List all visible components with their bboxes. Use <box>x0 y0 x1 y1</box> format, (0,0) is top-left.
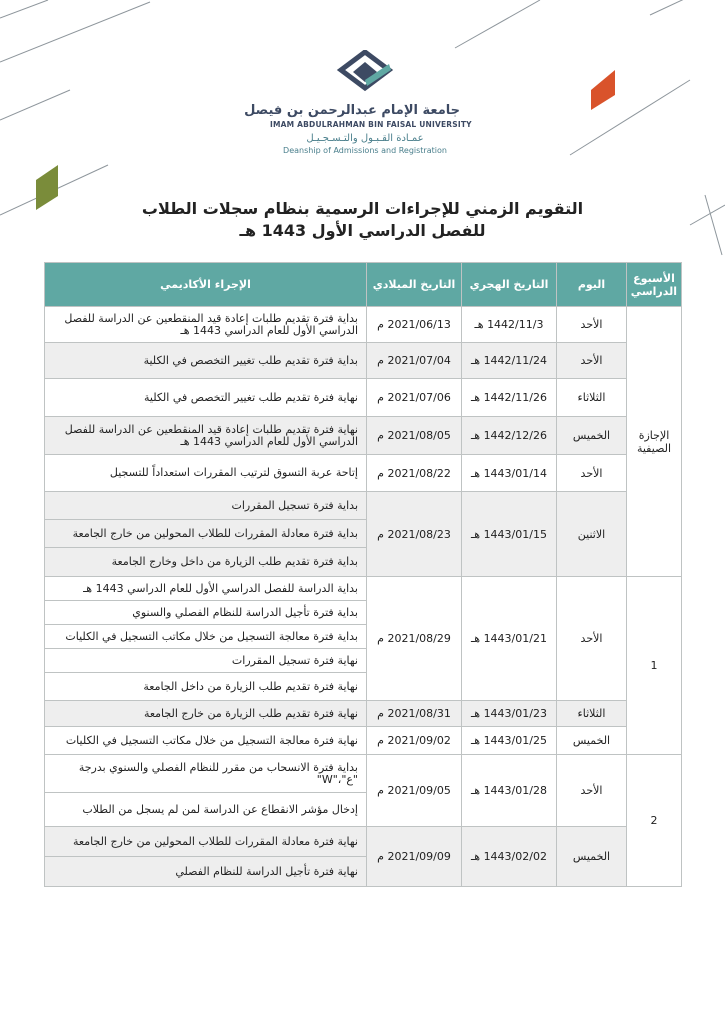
deanship-name-en: Deanship of Admissions and Registration <box>283 146 447 155</box>
university-logo-icon <box>335 50 395 95</box>
orange-accent-shape <box>591 70 615 110</box>
action-cell: بداية فترة تقديم طلب الزيارة من داخل وخارج الجامعة <box>45 548 367 577</box>
header-day: اليوم <box>557 263 627 307</box>
action-cell: نهاية فترة تقديم طلب الزيارة من خارج الجامعة <box>45 701 367 727</box>
university-name-ar: جامعة الإمام عبدالرحمن بن فيصل <box>244 103 460 118</box>
table-row <box>45 827 682 857</box>
table-row <box>45 701 682 727</box>
hijri-cell: 1442/11/24 هـ <box>462 343 557 379</box>
header-gregorian: التاريخ الميلادي <box>367 263 462 307</box>
gregorian-cell: 2021/08/31 م <box>367 701 462 727</box>
week-cell: 1 <box>627 577 682 755</box>
hijri-cell: 1443/01/28 هـ <box>462 755 557 827</box>
action-cell: نهاية فترة تقديم طلب تغيير التخصص في الكلية <box>45 379 367 417</box>
action-cell: بداية فترة معالجة التسجيل من خلال مكاتب التسجيل في الكليات <box>45 625 367 649</box>
day-cell: الخميس <box>557 727 627 755</box>
action-cell: إدخال مؤشر الانقطاع عن الدراسة لمن لم يسجل من الطلاب <box>45 793 367 827</box>
day-cell: الأحد <box>557 343 627 379</box>
day-cell: الأحد <box>557 307 627 343</box>
table-header-row <box>45 263 682 307</box>
hijri-cell: 1443/01/14 هـ <box>462 455 557 492</box>
hijri-cell: 1443/01/23 هـ <box>462 701 557 727</box>
table-row <box>45 379 682 417</box>
header-week: الأسبوع الدراسي <box>627 263 682 307</box>
table-row <box>45 727 682 755</box>
week-cell: الإجازة الصيفية <box>627 307 682 577</box>
action-cell: نهاية فترة معالجة التسجيل من خلال مكاتب التسجيل في الكليات <box>45 727 367 755</box>
hijri-cell: 1442/12/26 هـ <box>462 417 557 455</box>
hijri-cell: 1443/01/15 هـ <box>462 492 557 577</box>
action-cell: نهاية فترة معادلة المقررات للطلاب المحولين من خارج الجامعة <box>45 827 367 857</box>
table-row <box>45 417 682 455</box>
day-cell: الاثنين <box>557 492 627 577</box>
university-name-en: IMAM ABDULRAHMAN BIN FAISAL UNIVERSITY <box>270 120 472 129</box>
gregorian-cell: 2021/08/23 م <box>367 492 462 577</box>
action-cell: بداية فترة تأجيل الدراسة للنظام الفصلي والسنوي <box>45 601 367 625</box>
title-line-1: التقويم الزمني للإجراءات الرسمية بنظام سجلات الطلاب <box>141 199 584 218</box>
day-cell: الخميس <box>557 827 627 887</box>
action-cell: بداية فترة تقديم طلب تغيير التخصص في الكلية <box>45 343 367 379</box>
title-line-2: للفصل الدراسي الأول 1443 هـ <box>239 221 486 240</box>
day-cell: الثلاثاء <box>557 701 627 727</box>
day-cell: الأحد <box>557 455 627 492</box>
university-logo-block <box>244 50 472 155</box>
day-cell: الخميس <box>557 417 627 455</box>
hijri-cell: 1443/02/02 هـ <box>462 827 557 887</box>
action-cell: بداية الدراسة للفصل الدراسي الأول للعام الدراسي 1443 هـ <box>45 577 367 601</box>
table-row <box>45 492 682 520</box>
document-title <box>0 198 725 242</box>
gregorian-cell: 2021/07/04 م <box>367 343 462 379</box>
table-row <box>45 755 682 793</box>
table-row <box>45 343 682 379</box>
gregorian-cell: 2021/08/22 م <box>367 455 462 492</box>
day-cell: الأحد <box>557 577 627 701</box>
action-cell: نهاية فترة تقديم طلب الزيارة من داخل الجامعة <box>45 673 367 701</box>
action-cell: نهاية فترة تسجيل المقررات <box>45 649 367 673</box>
table-row <box>45 307 682 343</box>
action-cell: بداية فترة تسجيل المقررات <box>45 492 367 520</box>
gregorian-cell: 2021/07/06 م <box>367 379 462 417</box>
action-cell: بداية فترة معادلة المقررات للطلاب المحولين من خارج الجامعة <box>45 520 367 548</box>
week-cell: 2 <box>627 755 682 887</box>
header-hijri: التاريخ الهجري <box>462 263 557 307</box>
table-row <box>45 577 682 601</box>
hijri-cell: 1443/01/21 هـ <box>462 577 557 701</box>
gregorian-cell: 2021/08/05 م <box>367 417 462 455</box>
hijri-cell: 1442/11/3 هـ <box>462 307 557 343</box>
deanship-name-ar: عمـادة القـبـول والتـسـجـيـل <box>306 133 424 144</box>
hijri-cell: 1442/11/26 هـ <box>462 379 557 417</box>
gregorian-cell: 2021/09/05 م <box>367 755 462 827</box>
action-cell: نهاية فترة تأجيل الدراسة للنظام الفصلي <box>45 857 367 887</box>
gregorian-cell: 2021/08/29 م <box>367 577 462 701</box>
action-cell: نهاية فترة تقديم طلبات إعادة قيد المنقطعين عن الدراسة للفصل الدراسي الأول للعام الدراسي 1443 هـ <box>45 417 367 455</box>
hijri-cell: 1443/01/25 هـ <box>462 727 557 755</box>
day-cell: الثلاثاء <box>557 379 627 417</box>
action-cell: بداية فترة تقديم طلبات إعادة قيد المنقطعين عن الدراسة للفصل الدراسي الأول للعام الدراسي 1443 هـ <box>45 307 367 343</box>
calendar-table <box>44 262 682 887</box>
action-cell: بداية فترة الانسحاب من مقرر للنظام الفصلي والسنوي بدرجة "ع"،"W" <box>45 755 367 793</box>
day-cell: الأحد <box>557 755 627 827</box>
table-row <box>45 455 682 492</box>
action-cell: إتاحة عربة التسوق لترتيب المقررات استعداداً للتسجيل <box>45 455 367 492</box>
header-action: الإجراء الأكاديمي <box>45 263 367 307</box>
gregorian-cell: 2021/09/02 م <box>367 727 462 755</box>
gregorian-cell: 2021/06/13 م <box>367 307 462 343</box>
gregorian-cell: 2021/09/09 م <box>367 827 462 887</box>
